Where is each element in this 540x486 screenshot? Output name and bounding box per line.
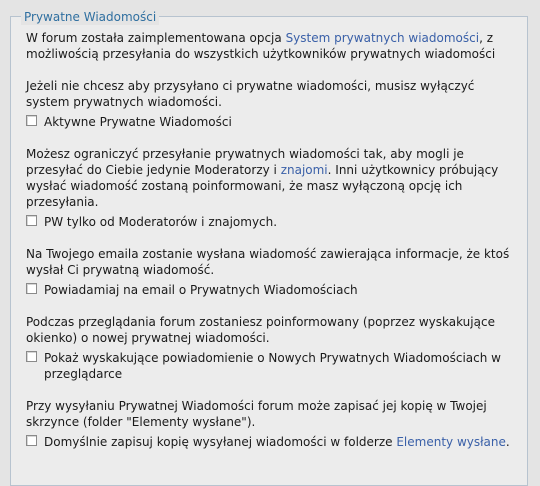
intro-text-start: W forum została zaimplementowana opcja xyxy=(26,31,286,45)
save-copy-label-end: . xyxy=(505,435,510,449)
enable-pm-row xyxy=(26,114,518,130)
settings-content xyxy=(26,30,518,450)
restrict-pm-row xyxy=(26,214,518,230)
enable-pm-section xyxy=(26,78,518,130)
save-copy-description: Przy wysyłaniu Prywatnej Wiadomości forum może zapisać jej kopię w Twojej skrzynce (folder "Elementy wysłane"). xyxy=(26,399,487,429)
friends-link[interactable]: znajomi xyxy=(280,163,328,177)
save-copy-checkbox[interactable] xyxy=(26,435,37,446)
fieldset-legend: Prywatne Wiadomości xyxy=(21,9,159,25)
email-notify-section xyxy=(26,246,518,298)
popup-notify-section xyxy=(26,314,518,382)
private-messages-fieldset xyxy=(10,10,528,486)
popup-notify-checkbox[interactable] xyxy=(26,351,37,362)
email-notify-checkbox[interactable] xyxy=(26,283,37,294)
popup-notify-row xyxy=(26,350,518,382)
save-copy-section xyxy=(26,398,518,450)
save-copy-label-start: Domyślnie zapisuj kopię wysyłanej wiadomości w folderze xyxy=(44,435,397,449)
email-notify-row xyxy=(26,282,518,298)
restrict-text-end: . Inni użytkownicy próbujący wysłać wiadomość zostaną poinformowani, że masz wyłączoną opcję ich przesyłania. xyxy=(26,163,499,209)
intro-section xyxy=(26,30,518,62)
sent-items-link[interactable]: Elementy wysłane xyxy=(396,435,506,449)
intro-text xyxy=(26,30,518,62)
enable-pm-description: Jeżeli nie chcesz aby przysyłano ci prywatne wiadomości, musisz wyłączyć system prywatnych wiadomości. xyxy=(26,79,475,109)
email-notify-label[interactable]: Powiadamiaj na email o Prywatnych Wiadomościach xyxy=(44,283,358,297)
popup-notify-label[interactable]: Pokaż wyskakujące powiadomienie o Nowych Prywatnych Wiadomościach w przeglądarce xyxy=(44,351,501,381)
enable-pm-checkbox[interactable] xyxy=(26,115,37,126)
save-copy-label[interactable] xyxy=(44,435,510,449)
pm-system-link[interactable]: System prywatnych wiadomości xyxy=(285,31,480,45)
restrict-pm-description xyxy=(26,146,518,210)
intro-text-end: , z możliwością przesyłania do wszystkich użytkowników prywatnych wiadomości xyxy=(26,31,496,61)
restrict-pm-section xyxy=(26,146,518,230)
email-notify-description: Na Twojego emaila zostanie wysłana wiadomość zawierająca informacje, że ktoś wysłał Ci prywatną wiadomość. xyxy=(26,247,510,277)
save-copy-row xyxy=(26,434,518,450)
restrict-pm-label[interactable]: PW tylko od Moderatorów i znajomych. xyxy=(44,215,278,229)
enable-pm-label[interactable]: Aktywne Prywatne Wiadomości xyxy=(44,115,232,129)
restrict-text-start: Możesz ograniczyć przesyłanie prywatnych wiadomości tak, aby mogli je przesyłać do Ciebie jedynie Moderatorzy i xyxy=(26,147,464,177)
restrict-pm-checkbox[interactable] xyxy=(26,215,37,226)
popup-notify-description: Podczas przeglądania forum zostaniesz poinformowany (poprzez wyskakujące okienko) o nowej prywatnej wiadomości. xyxy=(26,315,495,345)
